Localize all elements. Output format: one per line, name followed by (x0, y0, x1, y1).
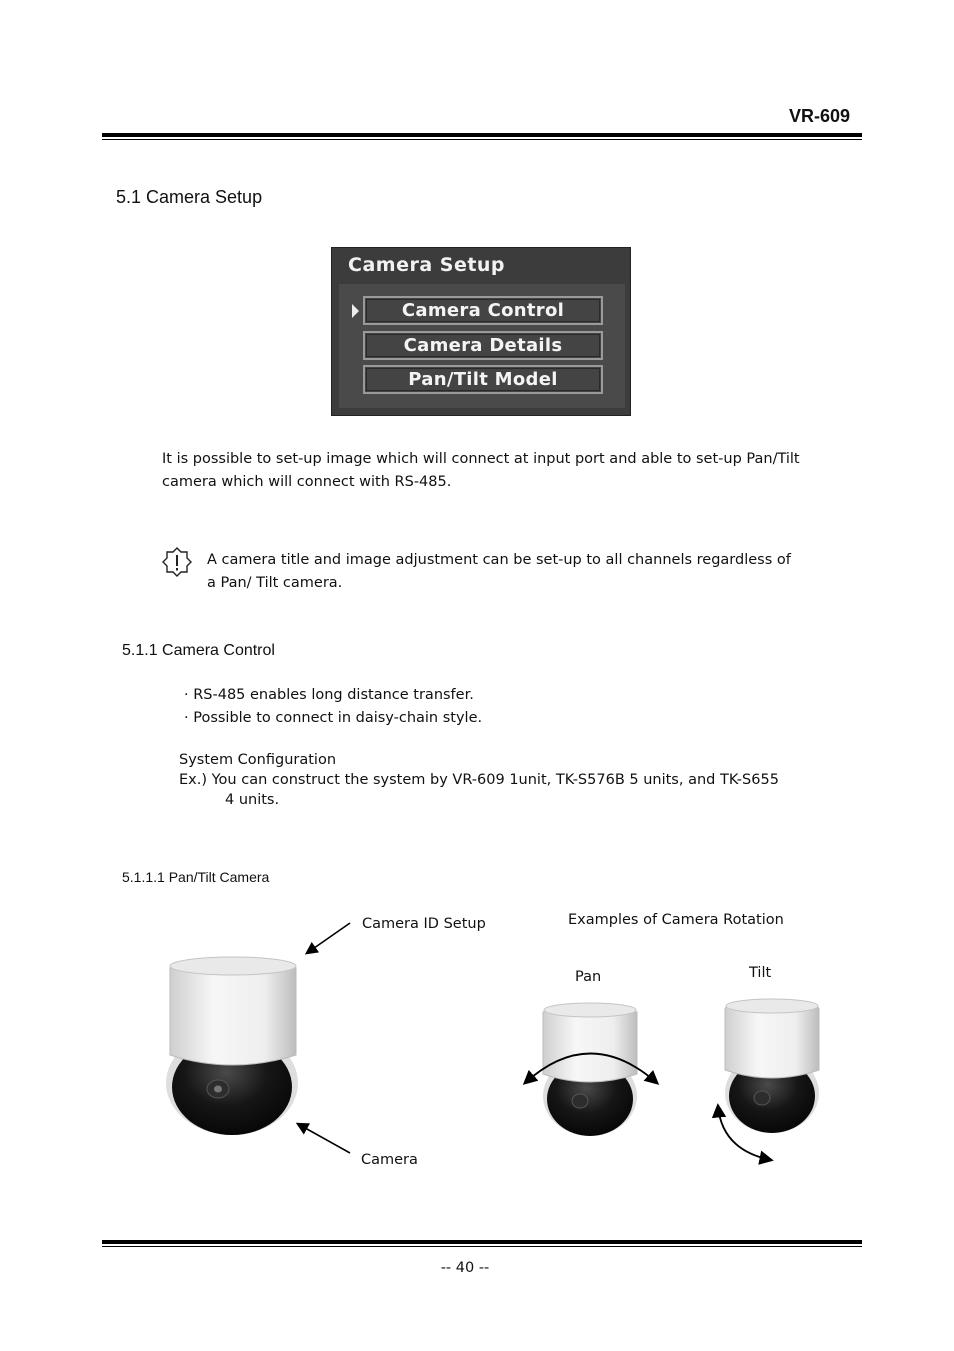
camera-image (166, 957, 298, 1135)
intro-line-1: It is possible to set-up image which will connect at input port and able to set-up Pan/Tilt (162, 451, 800, 467)
camera-label: Camera (361, 1152, 418, 1168)
osd-item-camera-control[interactable]: Camera Control (363, 296, 603, 325)
subsection-title: 5.1.1 Camera Control (122, 642, 275, 659)
page-number: -- 40 -- (440, 1260, 490, 1276)
section-title: 5.1 Camera Setup (116, 187, 263, 207)
rotation-title: Examples of Camera Rotation (568, 912, 784, 928)
tilt-label: Tilt (749, 965, 772, 981)
pan-camera-image (543, 1003, 637, 1136)
note-line-2: a Pan/ Tilt camera. (207, 574, 343, 591)
osd-item-pan-tilt-model[interactable]: Pan/Tilt Model (363, 365, 603, 394)
osd-title: Camera Setup (348, 254, 506, 276)
pan-label: Pan (575, 969, 602, 985)
camera-id-arrow-icon (307, 923, 350, 953)
intro-line-2: camera which will connect with RS-485. (162, 473, 452, 490)
camera-id-setup-label: Camera ID Setup (362, 916, 486, 932)
bullet-item: · Possible to connect in daisy-chain style. (184, 709, 483, 726)
system-configuration-title: System Configuration (179, 752, 337, 768)
subsubsection-title: 5.1.1.1 Pan/Tilt Camera (122, 869, 270, 885)
document-model: VR-609 (788, 106, 850, 126)
example-line-1: Ex.) You can construct the system by VR-609 1unit, TK-S576B 5 units, and TK-S655 (179, 772, 779, 788)
tilt-camera-image (725, 999, 819, 1133)
camera-arrow-icon (298, 1124, 350, 1153)
footer-rule-thin (102, 1246, 862, 1247)
bullet-item: · RS-485 enables long distance transfer. (184, 687, 474, 703)
footer-rule (102, 1240, 862, 1244)
osd-item-camera-details[interactable]: Camera Details (363, 331, 603, 360)
note-line-1: A camera title and image adjustment can be set-up to all channels regardless of (207, 552, 791, 568)
example-line-2: 4 units. (225, 792, 280, 808)
